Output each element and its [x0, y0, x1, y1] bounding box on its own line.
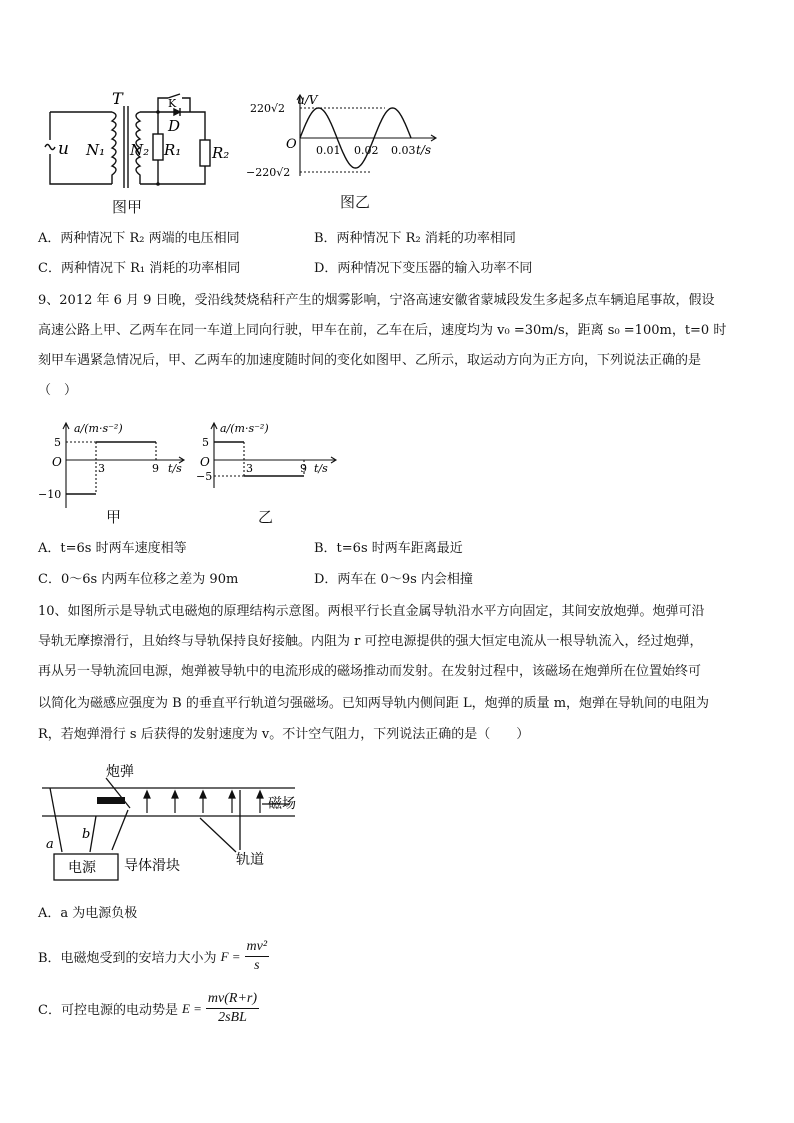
- y-axis-label: a/(m·s⁻²): [74, 422, 123, 435]
- n2-label: N₂: [130, 141, 150, 159]
- tick-3: 3: [246, 462, 253, 475]
- option-a: A．两种情况下 R₂ 两端的电压相同: [38, 231, 240, 246]
- y-max-label: 220√2: [250, 102, 286, 115]
- r2-label: R₂: [212, 144, 230, 162]
- q10-line-4: 以简化为磁感应强度为 B 的垂直平行轨道匀强磁场。已知两导轨内侧间距 L，炮弹的质量 m，炮弹在导轨间的电阻为: [38, 696, 710, 711]
- q10-line-3: 再从另一导轨流回电源，炮弹被导轨中的电流形成的磁场推动而发射。在发射过程中，该磁场在炮弹所在位置始终可: [38, 664, 702, 679]
- x-axis-label: t/s: [314, 462, 328, 475]
- voltage-sine-graph: [246, 92, 450, 187]
- x-axis-label: t/s: [168, 462, 182, 475]
- tick-0.03: 0.03: [391, 144, 416, 157]
- graph-caption-jia: 甲: [106, 508, 122, 526]
- tick-0.01: 0.01: [316, 144, 341, 157]
- railgun-figure: [40, 758, 310, 888]
- option-a: A．t=6s 时两车速度相等: [38, 541, 187, 556]
- graph-caption-yi: 乙: [258, 508, 274, 526]
- fraction: [245, 938, 270, 975]
- origin-label: O: [286, 137, 297, 152]
- power-label: 电源: [68, 860, 96, 876]
- figure-caption-yi: 图乙: [340, 193, 371, 211]
- transformer-label: T: [112, 89, 123, 108]
- option-b: B．两种情况下 R₂ 消耗的功率相同: [314, 231, 516, 246]
- origin-label: O: [52, 455, 62, 469]
- q9-line-3: 刻甲车遇紧急情况后，甲、乙两车的加速度随时间的变化如图甲、乙所示，取运动方向为正方向，下列说法正确的是: [38, 353, 702, 368]
- source-label: u: [58, 139, 69, 159]
- q10-line-5: R，若炮弹滑行 s 后获得的发射速度为 v。不计空气阻力，下列说法正确的是（ ）: [38, 727, 530, 742]
- terminal-a-label: a: [46, 837, 54, 852]
- option-d: D．两车在 0～9s 内会相撞: [314, 572, 473, 587]
- denominator: 2sBL: [218, 1010, 247, 1025]
- tick-9: 9: [152, 462, 159, 475]
- option-b: [38, 938, 269, 975]
- y-min-label: −220√2: [246, 166, 291, 179]
- option-c: C．0～6s 内两车位移之差为 90m: [38, 572, 239, 587]
- tick-3: 3: [98, 462, 105, 475]
- tick-9: 9: [300, 462, 307, 475]
- q9-line-1: 9、2012 年 6 月 9 日晚，受沿线焚烧秸秆产生的烟雾影响，宁洛高速安徽省蒙城段发生多起多点车辆追尾事故，假设: [38, 293, 715, 308]
- rail-label: 轨道: [236, 852, 264, 868]
- tick-5: 5: [202, 436, 209, 449]
- option-b: B．t=6s 时两车距离最近: [314, 541, 463, 556]
- diode-label: D: [168, 117, 181, 135]
- y-axis-label: u/V: [297, 93, 318, 107]
- q10-line-1: 10、如图所示是导轨式电磁炮的原理结构示意图。两根平行长直金属导轨沿水平方向固定，其间安放炮弹。炮弹可沿: [38, 604, 705, 619]
- option-a: A．a 为电源负极: [38, 906, 138, 921]
- numerator: mv(R+r): [206, 990, 259, 1009]
- tick-0.02: 0.02: [354, 144, 379, 157]
- formula-lhs: F =: [220, 948, 241, 964]
- slider-label: 导体滑块: [124, 858, 180, 874]
- q9-line-2: 高速公路上甲、乙两车在同一车道上同向行驶，甲车在前，乙车在后，速度均为 v₀ =30m/s，距离 s₀ =100m，t=0 时: [38, 323, 727, 338]
- option-b-text: B．电磁炮受到的安培力大小为: [38, 951, 217, 966]
- acceleration-graph-yi: [196, 418, 346, 518]
- y-axis-label: a/(m·s⁻²): [220, 422, 269, 435]
- formula-lhs: E =: [181, 1000, 202, 1016]
- figure-caption-jia: 图甲: [112, 198, 143, 216]
- r1-label: R₁: [164, 141, 182, 159]
- fraction: [206, 990, 259, 1027]
- field-label: 磁场: [268, 796, 296, 812]
- q9-line-4: （ ）: [38, 383, 78, 398]
- tick-minus-5: −5: [196, 470, 213, 483]
- tick-minus-10: −10: [38, 488, 62, 501]
- shell-label: 炮弹: [106, 764, 134, 780]
- option-c: [38, 990, 259, 1027]
- x-axis-label: t/s: [416, 143, 432, 157]
- n1-label: N₁: [86, 141, 106, 159]
- option-c: C．两种情况下 R₁ 消耗的功率相同: [38, 261, 241, 276]
- tick-5: 5: [54, 436, 61, 449]
- option-d: D．两种情况下变压器的输入功率不同: [314, 261, 533, 276]
- denominator: s: [254, 958, 260, 973]
- switch-label: K: [168, 97, 177, 110]
- numerator: mv²: [245, 938, 270, 957]
- q10-line-2: 导轨无摩擦滑行，且始终与导轨保持良好接触。内阻为 r 可控电源提供的强大恒定电流从一根导轨流入，经过炮弹，: [38, 634, 703, 649]
- option-c-text: C．可控电源的电动势是: [38, 1003, 178, 1018]
- terminal-b-label: b: [82, 827, 91, 842]
- origin-label: O: [200, 455, 210, 469]
